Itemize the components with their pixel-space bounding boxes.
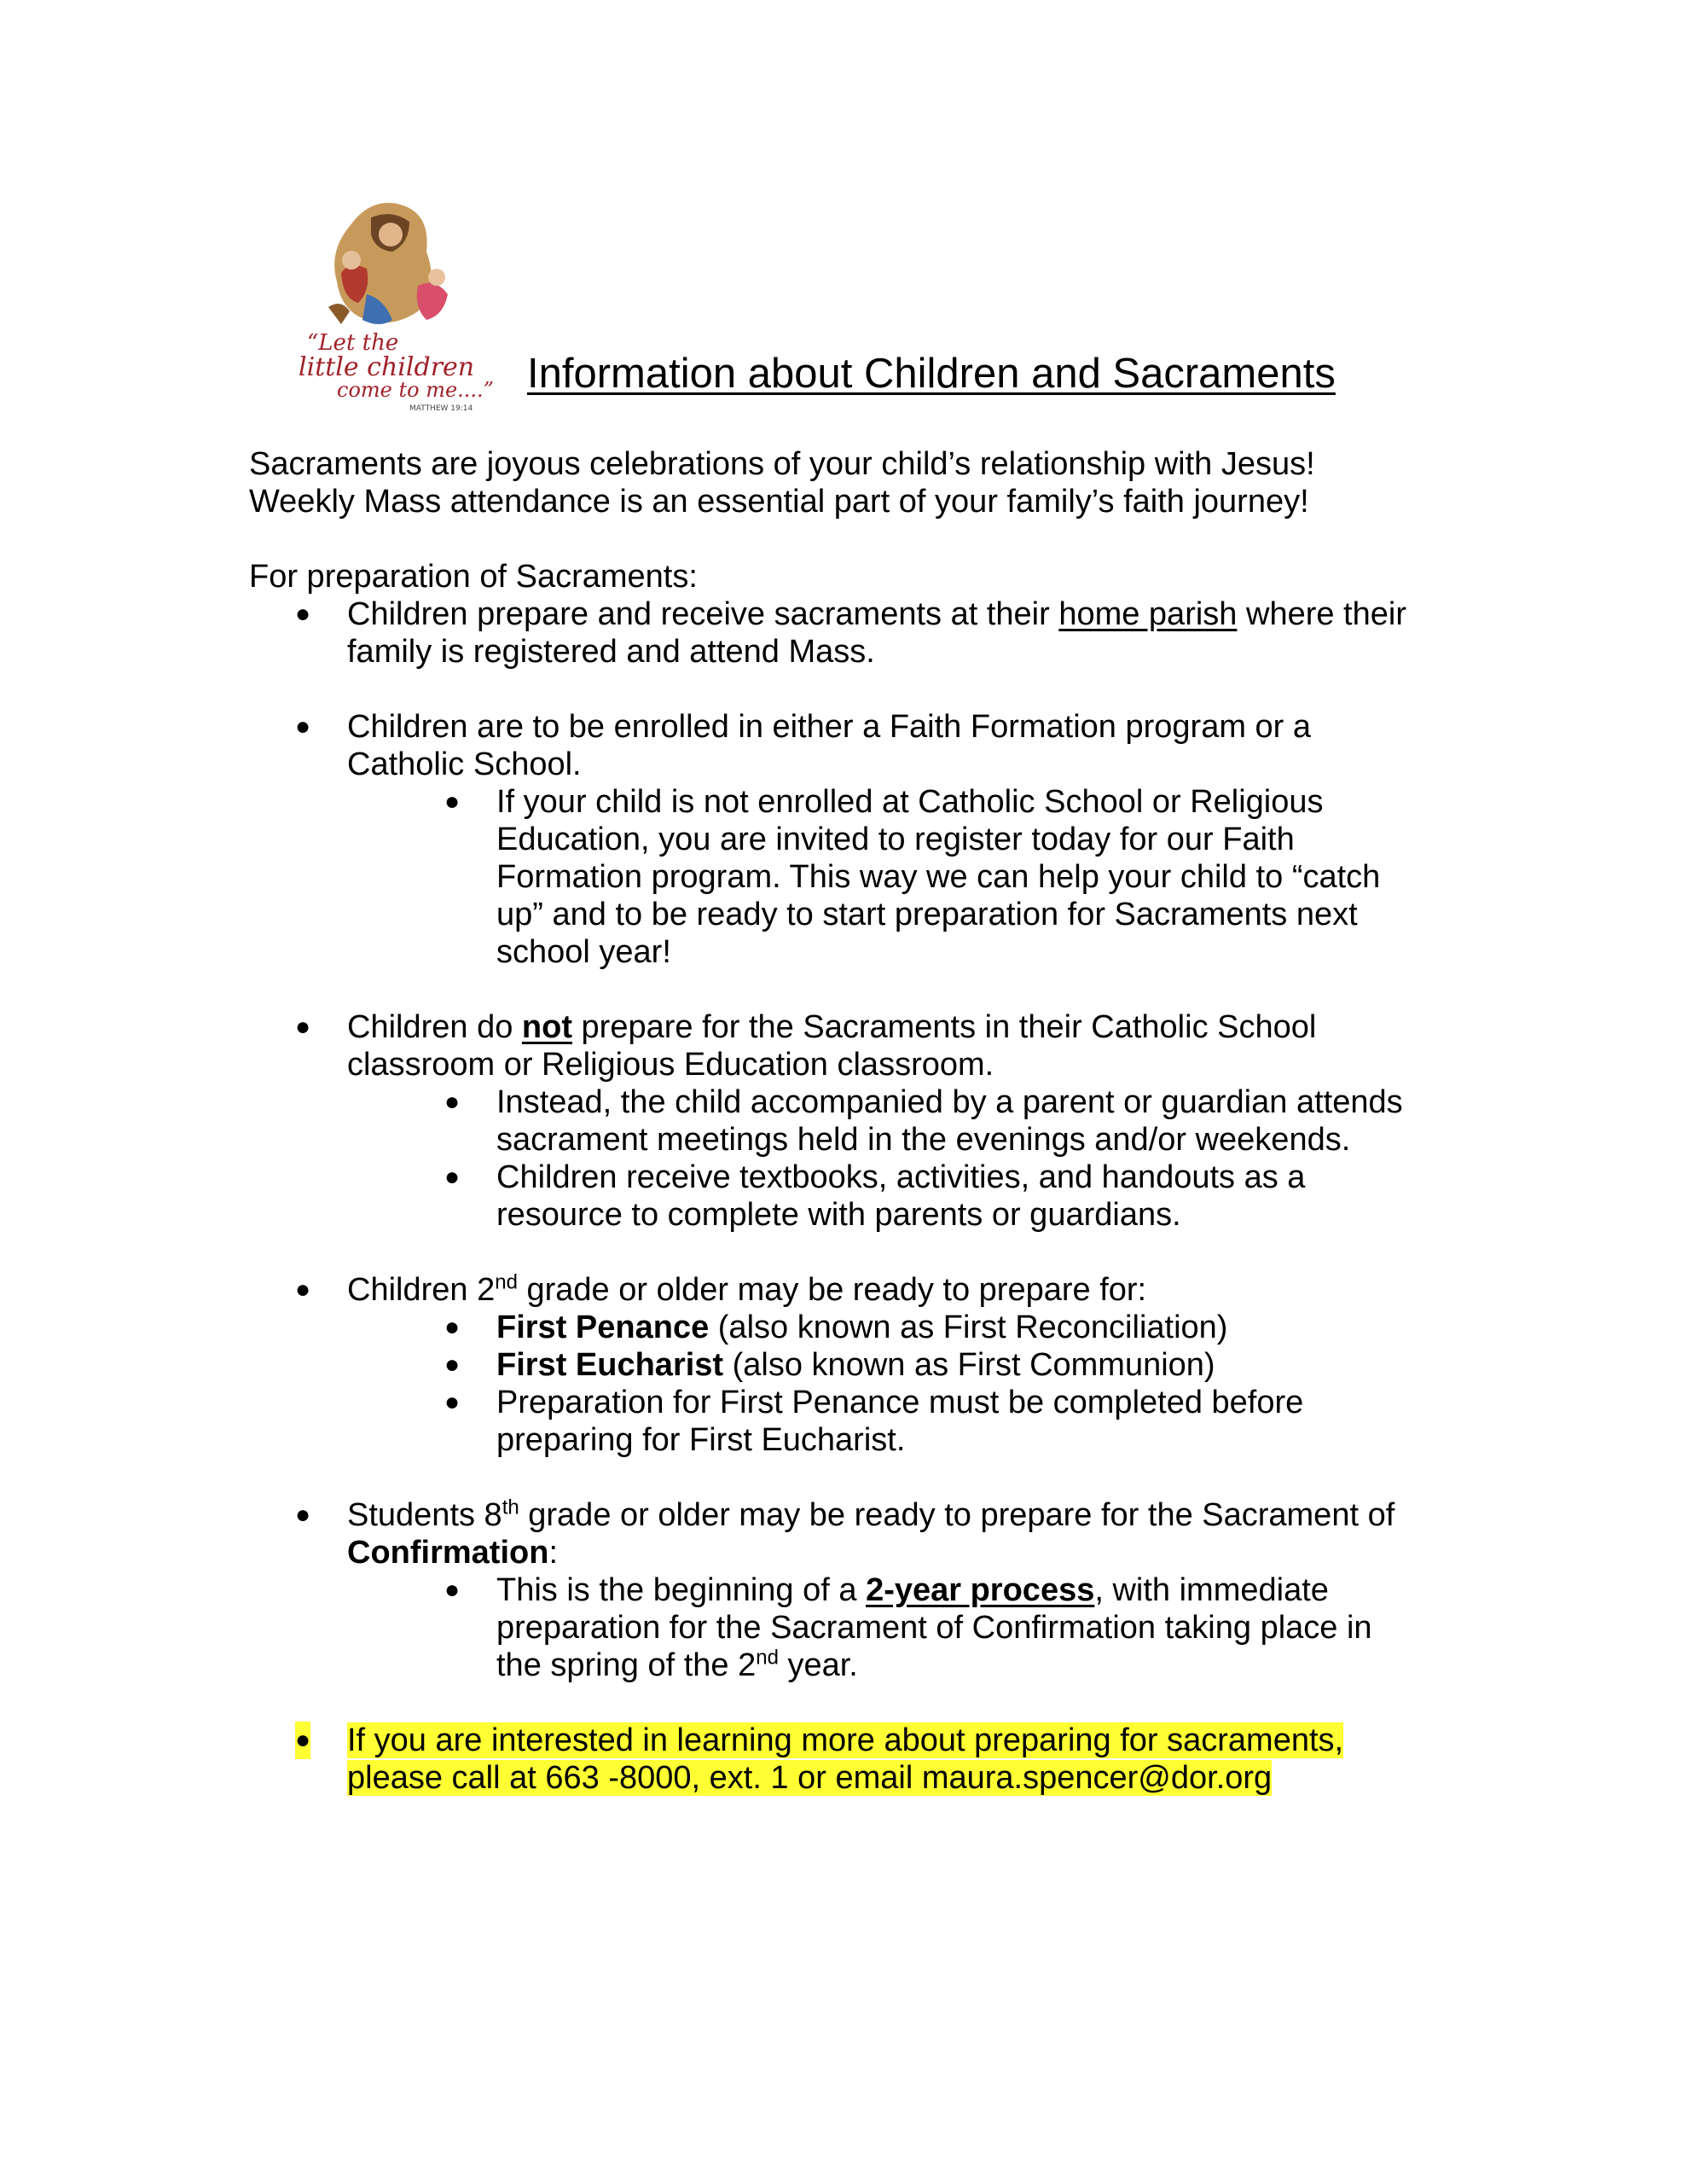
bullet-icon: ● [295,712,311,741]
list-item: ● Children do not prepare for the Sacraments in their Catholic School classroom or Religious Education classroom. [295,1009,1317,1083]
logo-text-line1: “Let the [307,330,399,356]
list-item: ● Children are to be enrolled in either a Faith Formation program or a Catholic School. [295,709,1312,782]
bullet-icon: ● [444,1350,461,1379]
prep-heading: For preparation of Sacraments: [249,559,698,595]
list-item: ● Children 2nd grade or older may be ready to prepare for: [295,1270,1147,1308]
list-item: ● Students 8th grade or older may be ready to prepare for the Sacrament of Confirmation: [295,1496,1395,1571]
logo-scripture-ref: MATTHEW 19:14 [409,404,473,413]
emphasis-2-year-process: 2-year process [866,1572,1095,1608]
sub-list-item: ● Children receive textbooks, activities, and handouts as a resource to complete with parents or guardians. [444,1159,1306,1233]
logo-text-line2: little children [299,352,475,382]
bullet-icon: ● [444,787,461,816]
sub-list-item: ● Preparation for First Penance must be completed before preparing for First Eucharist. [444,1385,1304,1458]
contact-list-item [249,1722,1477,1797]
bullet-icon: ● [444,1163,461,1191]
bullet-icon: ● [295,1501,311,1529]
logo-illustration [328,203,448,324]
bullet-icon: ● [295,600,311,628]
emphasis-not: not [521,1009,572,1045]
bullet-icon: ● [295,1013,311,1041]
intro-line-1: Sacraments are joyous celebrations of your child’s relationship with Jesus! [249,446,1315,482]
sub-list-item: ● First Eucharist (also known as First Communion) [444,1347,1215,1383]
sub-list-item: ● This is the beginning of a 2-year process, with immediate preparation for the Sacrament of Confirmation taking place in the spring of the 2nd year. [444,1572,1372,1683]
home-parish-text: home parish [1058,596,1238,632]
list-item: ● Children prepare and receive sacraments at their home parish where their family is registered and attend Mass. [295,596,1406,670]
contact-line-1: If you are interested in learning more about preparing for sacraments, [347,1722,1344,1758]
bullet-icon: ● [444,1088,461,1116]
bullet-icon: ● [295,1275,311,1304]
sub-list-item: ● First Penance (also known as First Reconciliation) [444,1310,1228,1345]
logo-jesus-with-children [290,192,533,414]
sub-list-item: ● Instead, the child accompanied by a parent or guardian attends sacrament meetings held in the evenings and/or weekends. [444,1084,1403,1158]
bullet-icon: ● [295,1722,310,1759]
document-body [249,445,1477,1797]
bullet-icon: ● [444,1313,461,1341]
logo-text-line3: come to me....” [337,378,494,402]
page-title: Information about Children and Sacraments [527,351,1336,397]
intro-line-2: Weekly Mass attendance is an essential part of your family’s faith journey! [249,484,1309,520]
bullet-icon: ● [444,1388,461,1416]
bullet-icon: ● [444,1576,461,1604]
sub-list-item: ● If your child is not enrolled at Catholic School or Religious Education, you are invited to register today for our Faith Formation program. This way we can help your child to “catch up” and to be ready to start preparation for Sacraments next school year! [444,784,1381,970]
contact-line-2: please call at 663 -8000, ext. 1 or email maura.spencer@dor.org [347,1760,1273,1796]
